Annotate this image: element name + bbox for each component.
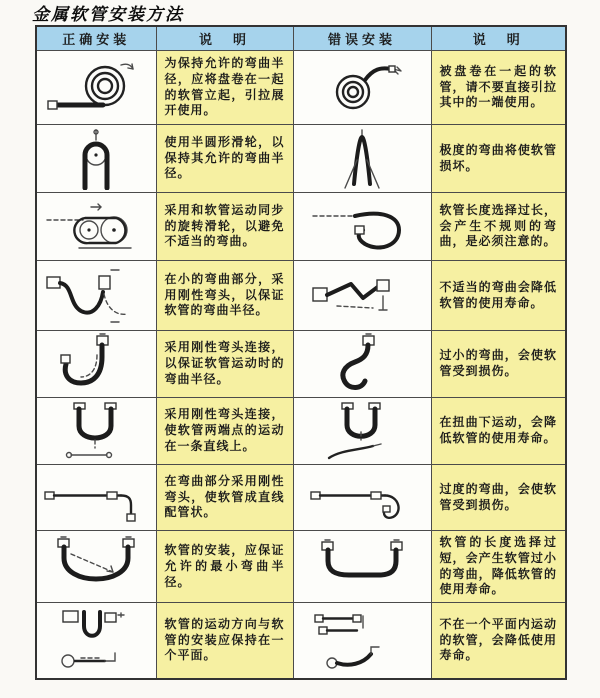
wrong-description: 软管的长度选择过短，会产生软管过小的弯曲，降低软管的使用寿命。	[431, 531, 566, 603]
wrong-description: 不适当的弯曲会降低软管的使用寿命。	[431, 261, 566, 331]
correct-image-cell	[36, 125, 156, 193]
table-row	[36, 531, 566, 603]
page-title: 金属软管安装方法	[32, 5, 184, 25]
header-description-1: 说 明	[156, 26, 293, 51]
table-row	[36, 125, 566, 193]
wrong-image-cell	[293, 398, 431, 465]
improper-sharp-bend-icon	[307, 264, 417, 328]
wrong-description: 过小的弯曲，会使软管受到损伤。	[431, 331, 566, 398]
installation-table	[35, 25, 567, 680]
semicircular-pulley-icon	[41, 128, 151, 190]
table-row	[36, 603, 566, 679]
correct-image-cell	[36, 193, 156, 261]
synchronized-rollers-icon	[41, 196, 151, 258]
wrong-image-cell	[293, 465, 431, 531]
wrong-description: 在扭曲下运动，会降低软管的使用寿命。	[431, 398, 566, 465]
rigid-elbow-small-bend-icon	[41, 264, 151, 328]
wrong-description: 被盘卷在一起的软管，请不要直接引拉其中的一端使用。	[431, 51, 566, 125]
correct-image-cell	[36, 603, 156, 679]
correct-description: 采用和软管运动同步的旋转滑轮，以避免不适当的弯曲。	[156, 193, 293, 261]
correct-image-cell	[36, 51, 156, 125]
correct-description: 软管的安装，应保证允许的最小弯曲半径。	[156, 531, 293, 603]
header-wrong-install: 错误安装	[293, 26, 431, 51]
table-row	[36, 193, 566, 261]
correct-image-cell	[36, 531, 156, 603]
header-row	[36, 26, 566, 51]
too-small-bend-curl-icon	[307, 333, 417, 395]
straight-pipe-rigid-elbow-icon	[41, 468, 151, 528]
correct-image-cell	[36, 331, 156, 398]
correct-description: 为保持允许的弯曲半径，应将盘卷在一起的软管立起，引拉展开使用。	[156, 51, 293, 125]
correct-image-cell	[36, 398, 156, 465]
coiled-hose-upright-icon	[41, 56, 151, 120]
overbent-end-icon	[307, 468, 417, 528]
too-short-flat-u-icon	[307, 534, 417, 600]
min-radius-deep-u-icon	[41, 534, 151, 600]
wrong-image-cell	[293, 125, 431, 193]
table-row	[36, 331, 566, 398]
correct-description: 软管的运动方向与软管的安装应保持在一个平面。	[156, 603, 293, 679]
correct-description: 采用刚性弯头连接，使软管两端点的运动在一条直线上。	[156, 398, 293, 465]
table-row	[36, 398, 566, 465]
header-description-2: 说 明	[431, 26, 566, 51]
table-row	[36, 261, 566, 331]
table-row	[36, 51, 566, 125]
correct-description: 在小的弯曲部分，采用刚性弯头，以保证软管的弯曲半径。	[156, 261, 293, 331]
correct-description: 在弯曲部分采用刚性弯头，使软管成直线配管状。	[156, 465, 293, 531]
header-correct-install: 正确安装	[36, 26, 156, 51]
extreme-bend-icon	[307, 128, 417, 190]
wrong-description: 软管长度选择过长，会产生不规则的弯曲，是必须注意的。	[431, 193, 566, 261]
wrong-image-cell	[293, 531, 431, 603]
correct-description: 使用半圆形滑轮，以保持其允许的弯曲半径。	[156, 125, 293, 193]
wrong-description: 不在一个平面内运动的软管，会降低使用寿命。	[431, 603, 566, 679]
correct-image-cell	[36, 261, 156, 331]
table-row	[36, 465, 566, 531]
wrong-description: 过度的弯曲，会使软管受到损伤。	[431, 465, 566, 531]
wrong-image-cell	[293, 193, 431, 261]
wrong-image-cell	[293, 51, 431, 125]
out-of-plane-hoses-icon	[307, 606, 417, 676]
u-hose-aligned-ends-icon	[41, 400, 151, 462]
overlong-irregular-loop-icon	[307, 196, 417, 258]
wrong-image-cell	[293, 331, 431, 398]
same-plane-assembly-icon	[41, 606, 151, 676]
wrong-description: 极度的弯曲将使软管损坏。	[431, 125, 566, 193]
wrong-image-cell	[293, 603, 431, 679]
wrong-image-cell	[293, 261, 431, 331]
correct-description: 采用刚性弯头连接，以保证软管运动时的弯曲半径。	[156, 331, 293, 398]
correct-image-cell	[36, 465, 156, 531]
rigid-elbow-hanging-u-icon	[41, 333, 151, 395]
coil-pulled-by-end-icon	[307, 56, 417, 120]
u-hose-twisted-motion-icon	[307, 400, 417, 462]
